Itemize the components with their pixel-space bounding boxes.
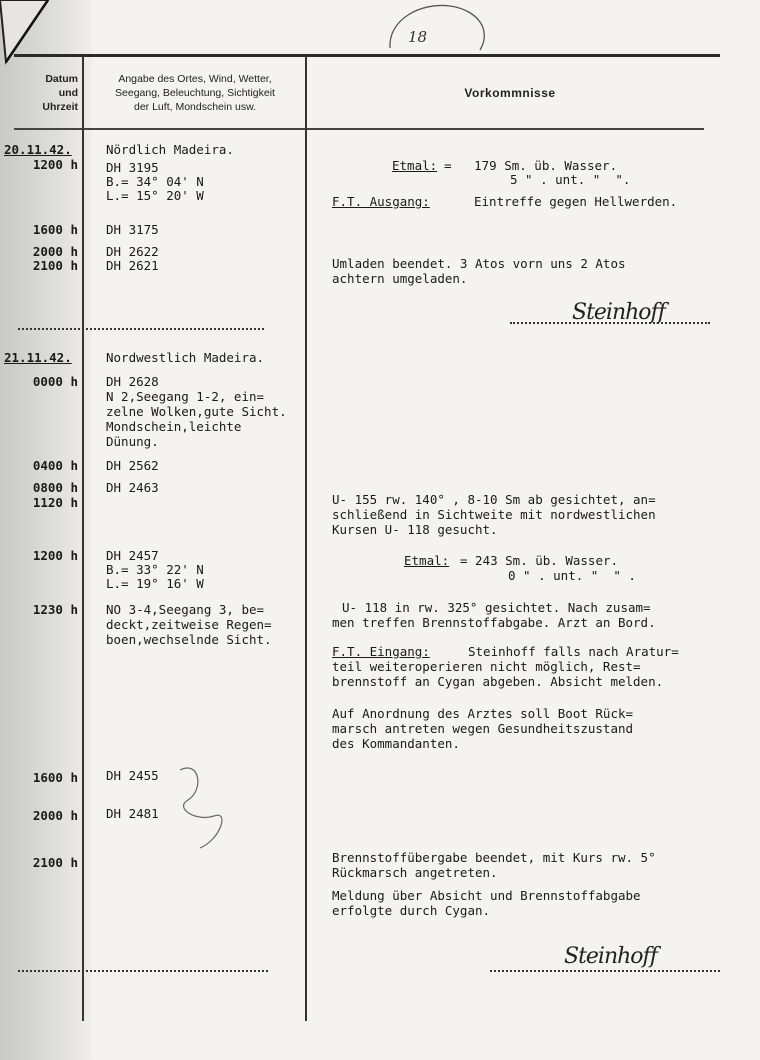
order-line: Auf Anordnung des Arztes soll Boot Rück= <box>332 706 634 721</box>
ft-line: Steinhoff falls nach Aratur= <box>468 644 679 659</box>
time-2100: 2100 h <box>32 258 78 273</box>
weather-line: deckt,zeitweise Regen= <box>106 617 272 632</box>
etmal-line1: = 243 Sm. üb. Wasser. <box>460 553 619 568</box>
day-separator <box>18 328 264 330</box>
time-0800: 0800 h <box>32 480 78 495</box>
event-line: Umladen beendet. 3 Atos vorn uns 2 Atos <box>332 256 626 271</box>
ft-label-text: F.T. Eingang: <box>332 644 430 659</box>
header-location <box>90 72 300 114</box>
header-location-line: Seegang, Beleuchtung, Sichtigkeit <box>115 87 275 99</box>
time-0000: 0000 h <box>32 374 78 389</box>
etmal-label <box>392 158 437 173</box>
pencil-scribble-top <box>380 0 500 60</box>
loc-latitude: B.= 34° 04' N <box>106 174 204 189</box>
loc-square: DH 3195 <box>106 160 159 175</box>
event-line: achtern umgeladen. <box>332 271 468 286</box>
event-line: U- 118 in rw. 325° gesichtet. Nach zusam= <box>342 600 651 615</box>
ft-line: teil weiteroperieren nicht möglich, Rest= <box>332 659 641 674</box>
folded-corner <box>0 0 60 70</box>
loc-longitude: L.= 19° 16' W <box>106 576 204 591</box>
pencil-scribble <box>160 760 250 860</box>
event-line: Brennstoffübergabe beendet, mit Kurs rw. 5° <box>332 850 656 865</box>
loc-square: DH 2621 <box>106 258 159 273</box>
header-date-line: Uhrzeit <box>42 101 78 113</box>
event-line: U- 155 rw. 140° , 8-10 Sm ab gesichtet, an= <box>332 492 656 507</box>
etmal-line2: 0 " . unt. " " . <box>508 568 636 583</box>
time-1200: 1200 h <box>32 548 78 563</box>
loc-square: DH 2628 <box>106 374 159 389</box>
signature-dotted-line <box>490 970 720 972</box>
loc-square: DH 2481 <box>106 806 159 821</box>
time-2000: 2000 h <box>32 808 78 823</box>
weather-line: NO 3-4,Seegang 3, be= <box>106 602 265 617</box>
event-line: Meldung über Absicht und Brennstoffabgabe <box>332 888 641 903</box>
day1-location-title: Nördlich Madeira. <box>106 142 234 157</box>
loc-latitude: B.= 33° 22' N <box>106 562 204 577</box>
signature: Steinhoff <box>572 300 665 325</box>
weather-line: Mondschein,leichte <box>106 419 242 434</box>
order-line: des Kommandanten. <box>332 736 460 751</box>
loc-square: DH 2562 <box>106 458 159 473</box>
time-1230: 1230 h <box>32 602 78 617</box>
header-date-line: Datum <box>45 73 78 85</box>
top-rule <box>14 54 720 57</box>
etmal-label-text: Etmal: <box>404 553 450 568</box>
loc-square: DH 2463 <box>106 480 159 495</box>
day2-location-title: Nordwestlich Madeira. <box>106 350 265 365</box>
loc-square: DH 3175 <box>106 222 159 237</box>
day2-date: 21.11.42. <box>4 350 72 365</box>
event-line: schließend in Sichtweite mit nordwestlichen <box>332 507 656 522</box>
column-divider-2 <box>305 56 307 1021</box>
header-location-line: Angabe des Ortes, Wind, Wetter, <box>118 73 272 85</box>
ft-text: Eintreffe gegen Hellwerden. <box>474 194 678 209</box>
event-line: erfolgte durch Cygan. <box>332 903 491 918</box>
signature: Steinhoff <box>564 944 657 969</box>
loc-longitude: L.= 15° 20' W <box>106 188 204 203</box>
time-1120: 1120 h <box>32 495 78 510</box>
weather-line: Dünung. <box>106 434 159 449</box>
time-0400: 0400 h <box>32 458 78 473</box>
ft-line: brennstoff an Cygan abgeben. Absicht melden. <box>332 674 664 689</box>
etmal-line2: 5 " . unt. " ". <box>510 172 631 187</box>
etmal-label <box>404 553 449 568</box>
event-line: Rückmarsch angetreten. <box>332 865 498 880</box>
header-events: Vorkommnisse <box>464 86 556 100</box>
column-divider-1 <box>82 56 84 1021</box>
order-line: marsch antreten wegen Gesundheitszustand <box>332 721 634 736</box>
time-1600: 1600 h <box>32 770 78 785</box>
page-number: 18 <box>408 28 428 46</box>
day-separator <box>18 970 268 972</box>
etmal-line1: = 179 Sm. üb. Wasser. <box>444 158 618 173</box>
ft-label <box>332 194 430 209</box>
ft-label <box>332 644 430 659</box>
etmal-label-text: Etmal: <box>392 158 438 173</box>
header-location-line: der Luft, Mondschein usw. <box>134 101 256 113</box>
day1-date: 20.11.42. <box>4 142 72 157</box>
event-line: men treffen Brennstoffabgabe. Arzt an Bord. <box>332 615 656 630</box>
header-date-time <box>18 72 78 114</box>
time-1600: 1600 h <box>32 222 78 237</box>
weather-line: zelne Wolken,gute Sicht. <box>106 404 287 419</box>
weather-line: N 2,Seegang 1-2, ein= <box>106 389 265 404</box>
time-1200: 1200 h <box>32 157 78 172</box>
loc-square: DH 2622 <box>106 244 159 259</box>
header-date-line: und <box>58 87 78 99</box>
header-rule <box>14 128 704 130</box>
loc-square: DH 2455 <box>106 768 159 783</box>
loc-square: DH 2457 <box>106 548 159 563</box>
weather-line: boen,wechselnde Sicht. <box>106 632 272 647</box>
time-2000: 2000 h <box>32 244 78 259</box>
ft-label-text: F.T. Ausgang: <box>332 194 430 209</box>
event-line: Kursen U- 118 gesucht. <box>332 522 498 537</box>
time-2100: 2100 h <box>32 855 78 870</box>
